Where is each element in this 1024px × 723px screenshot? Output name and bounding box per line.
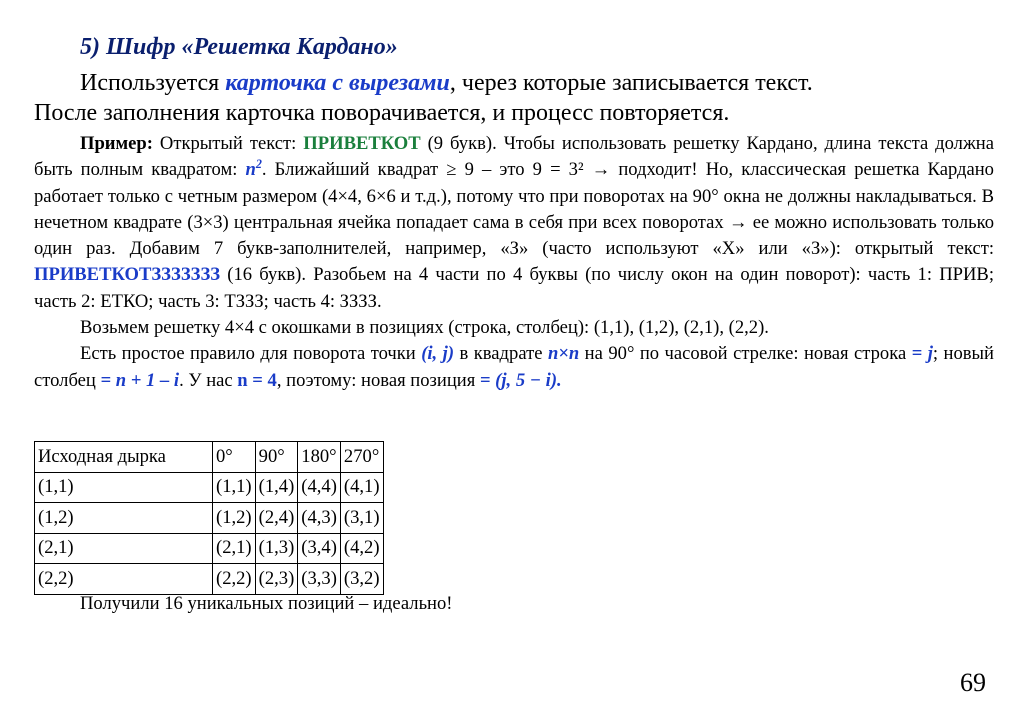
grid-paragraph: Возьмем решетку 4×4 с окошками в позициях (строка, столбец): (1,1), (1,2), (2,1), (2,2).: [80, 317, 769, 339]
rotation-table: [34, 441, 384, 595]
table-cell: (3,4): [298, 533, 341, 564]
table-cell: (4,2): [340, 533, 383, 564]
intro-line-1: Используется карточка с вырезами, через которые записывается текст.: [80, 70, 813, 96]
table-cell: (4,4): [298, 472, 341, 503]
table-cell: (2,4): [255, 503, 298, 534]
table-cell: (3,3): [298, 564, 341, 595]
table-cell: (2,2): [213, 564, 256, 595]
table-header-row: [35, 442, 384, 473]
table-row: [35, 533, 384, 564]
example-paragraph: Пример: Открытый текст: ПРИВЕТКОТ (9 букв). Чтобы использовать решетку Кардано, длина текста должна быть полным квадратом: $n^2$. Ближайший квадрат ≥ 9 – это 9 = 3² → подходит! Но, классическая решетка Кардано работает только с четным размером (4×4, 6×6 и т.д.), потому что при поворотах на 90° окна не должны накладываться. В нечетном квадрате (3×3) центральная ячейка попадает сама в себя при всех поворотах → ее можно использовать только один раз. Добавим 7 букв-заполнителей, например, «З» (часто используют «Х» или «З»): открытый текст: ПРИВЕТКОТЗЗЗЗЗЗЗ (16 букв). Разобьем на 4 части по 4 буквы (по числу окон на один поворот): часть 1: ПРИВ; часть 2: ЕТКО; часть 3: ТЗЗЗ; часть 4: ЗЗЗЗ.: [34, 133, 994, 312]
table-header: 180°: [298, 442, 341, 473]
table-cell: (1,2): [35, 503, 213, 534]
table-cell: (1,4): [255, 472, 298, 503]
table-row: [35, 564, 384, 595]
table-cell: (1,1): [35, 472, 213, 503]
example-label: Пример:: [80, 133, 153, 154]
table-cell: (4,1): [340, 472, 383, 503]
body-text: [34, 131, 994, 394]
page-number: 69: [960, 668, 986, 697]
padded-plaintext: ПРИВЕТКОТЗЗЗЗЗЗЗ: [34, 264, 221, 286]
table-row: [35, 472, 384, 503]
table-row: [35, 503, 384, 534]
table-header: 0°: [213, 442, 256, 473]
table-cell: (1,2): [213, 503, 256, 534]
table-cell: (1,1): [213, 472, 256, 503]
table-cell: (2,3): [255, 564, 298, 595]
rule-paragraph: Есть простое правило для поворота точки (i, j) в квадрате n×n на 90° по часовой стрелке: новая строка = j; новый столбец = n + 1 – i. У нас n = 4, поэтому: новая позиция = (j, 5 − i).: [34, 343, 995, 391]
table-cell: (2,2): [35, 564, 213, 595]
table-header: 270°: [340, 442, 383, 473]
table-cell: (1,3): [255, 533, 298, 564]
intro-line-2: После заполнения карточка поворачивается, и процесс повторяется.: [34, 100, 730, 126]
table-cell: (4,3): [298, 503, 341, 534]
result-text: Получили 16 уникальных позиций – идеально!: [80, 593, 453, 614]
intro-paragraph: [34, 68, 994, 128]
n-squared: $n^2$: [245, 157, 262, 181]
table-cell: (2,1): [213, 533, 256, 564]
table-header: 90°: [255, 442, 298, 473]
table-cell: (3,2): [340, 564, 383, 595]
slide-title: 5) Шифр «Решетка Кардано»: [80, 34, 398, 60]
highlight-card-with-cutouts: карточка с вырезами: [225, 70, 450, 96]
table-cell: (2,1): [35, 533, 213, 564]
table-header: Исходная дырка: [35, 442, 213, 473]
plaintext-word: ПРИВЕТКОТ: [303, 133, 421, 154]
table-cell: (3,1): [340, 503, 383, 534]
